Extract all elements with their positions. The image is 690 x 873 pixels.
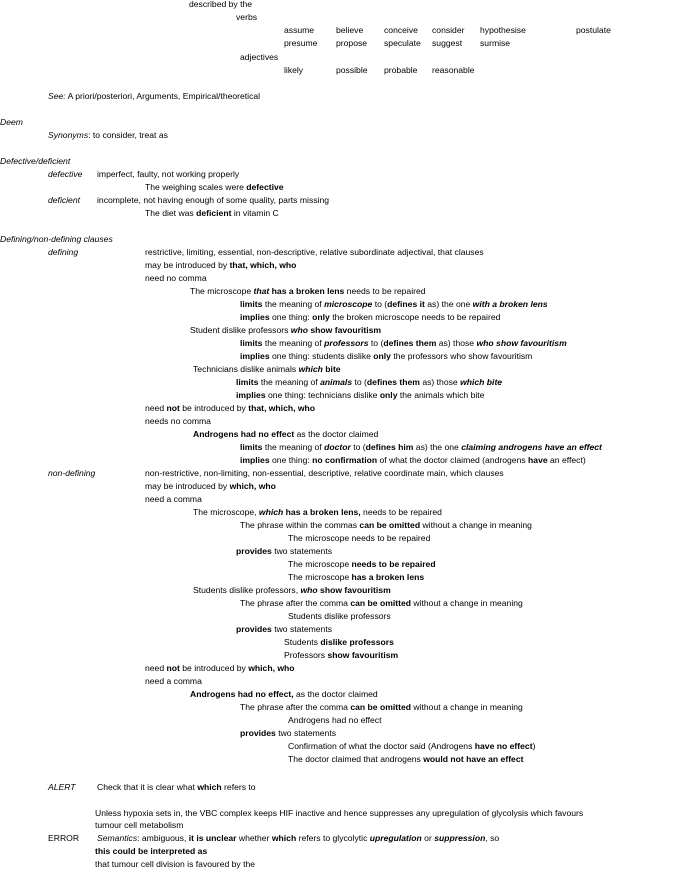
alert-example-line-1: Unless hypoxia sets in, the VBC complex keeps HIF inactive and hence suppresses any upregulation of glycolysis which favours: [95, 808, 584, 818]
defining-introduced: may be introduced by that, which, who: [145, 260, 297, 270]
defining-heading: Defining/non-defining clauses: [0, 234, 113, 244]
defining-not-introduced: need not be introduced by that, which, who: [145, 403, 316, 413]
defining-example-1: The microscope that has a broken lens needs to be repaired: [190, 286, 426, 296]
deem-heading: Deem: [0, 117, 23, 127]
defining-term: defining: [48, 247, 79, 257]
verb: postulate: [576, 25, 611, 35]
deficient-definition: incomplete, not having enough of some quality, parts missing: [97, 195, 330, 205]
adjective: probable: [384, 65, 418, 75]
defining-example-4: Androgens had no effect as the doctor claimed: [193, 429, 379, 439]
verb: consider: [432, 25, 465, 35]
alert-label: ALERT: [48, 782, 76, 792]
alert-text: Check that it is clear what which refers to: [97, 782, 256, 792]
verb: conceive: [384, 25, 418, 35]
verb: suggest: [432, 38, 463, 48]
nondefining-example-2-statement-1: Students dislike professors: [284, 637, 394, 647]
defining-example-3: Technicians dislike animals which bite: [193, 364, 341, 374]
nondefining-example-2-result: Students dislike professors: [288, 611, 391, 621]
defective-term: defective: [48, 169, 83, 179]
verb: presume: [284, 38, 318, 48]
nondefining-example-3-statement-2: The doctor claimed that androgens would not have an effect: [288, 754, 524, 764]
deficient-example: The diet was deficient in vitamin C: [145, 208, 279, 218]
deem-synonyms: Synonyms: to consider, treat as: [48, 130, 168, 140]
defining-example-1-implies: implies one thing: only the broken microscope needs to be repaired: [240, 312, 501, 322]
last-line: that tumour cell division is favoured by the: [95, 859, 256, 869]
adjectives-label: adjectives: [240, 52, 279, 62]
verb: assume: [284, 25, 315, 35]
defining-needs-no-comma: needs no comma: [145, 416, 211, 426]
defective-heading: Defective/deficient: [0, 156, 71, 166]
see-also: See: A priori/posteriori, Arguments, Empirical/theoretical: [48, 91, 261, 101]
nondefining-term: non-defining: [48, 468, 96, 478]
verb: believe: [336, 25, 364, 35]
nondefining-example-1-provides: provides two statements: [236, 546, 333, 556]
interpretation-line: this could be interpreted as: [95, 846, 208, 856]
adjective: reasonable: [432, 65, 475, 75]
nondefining-example-2-provides: provides two statements: [236, 624, 333, 634]
defining-example-1-limits: limits the meaning of microscope to (defines it as) the one with a broken lens: [240, 299, 548, 309]
defining-no-comma: need no comma: [145, 273, 207, 283]
error-label: ERROR: [48, 833, 80, 843]
verb: surmise: [480, 38, 511, 48]
defining-example-2-limits: limits the meaning of professors to (defines them as) those who show favouritism: [240, 338, 567, 348]
defining-description: restrictive, limiting, essential, non-descriptive, relative subordinate adjectival, that clauses: [145, 247, 484, 257]
alert-example-line-2: tumour cell metabolism: [95, 820, 184, 830]
defining-example-3-limits: limits the meaning of animals to (defines them as) those which bite: [236, 377, 503, 387]
defective-example: The weighing scales were defective: [145, 182, 284, 192]
nondefining-example-1-result: The microscope needs to be repaired: [288, 533, 431, 543]
nondefining-example-3-provides: provides two statements: [240, 728, 337, 738]
nondefining-example-2-phrase: The phrase after the comma can be omitted without a change in meaning: [240, 598, 523, 608]
nondefining-example-3-phrase: The phrase after the comma can be omitted without a change in meaning: [240, 702, 523, 712]
nondefining-example-3-statement-1: Confirmation of what the doctor said (Androgens have no effect): [288, 741, 536, 751]
verb: propose: [336, 38, 368, 48]
defining-example-4-implies: implies one thing: no confirmation of what the doctor claimed (androgens have an effect): [240, 455, 586, 465]
semantics-line: Semantics: ambiguous, it is unclear whether which refers to glycolytic upregulation or suppression, so: [97, 833, 500, 843]
described-by-label: described by the: [189, 0, 253, 9]
nondefining-introduced: may be introduced by which, who: [145, 481, 276, 491]
nondefining-example-2: Students dislike professors, who show favouritism: [193, 585, 391, 595]
defective-definition: imperfect, faulty, not working properly: [97, 169, 240, 179]
verbs-label: verbs: [236, 12, 258, 22]
nondefining-example-2-statement-2: Professors show favouritism: [284, 650, 399, 660]
nondefining-need-comma-2: need a comma: [145, 676, 202, 686]
defining-example-3-implies: implies one thing: technicians dislike only the animals which bite: [236, 390, 485, 400]
verb: hypothesise: [480, 25, 526, 35]
adjective: possible: [336, 65, 368, 75]
deficient-term: deficient: [48, 195, 81, 205]
nondefining-example-1: The microscope, which has a broken lens, needs to be repaired: [193, 507, 442, 517]
nondefining-example-1-statement-1: The microscope needs to be repaired: [288, 559, 436, 569]
nondefining-example-3: Androgens had no effect, as the doctor claimed: [190, 689, 378, 699]
defining-example-4-limits: limits the meaning of doctor to (defines him as) the one claiming androgens have an effect: [240, 442, 602, 452]
nondefining-description: non-restrictive, non-limiting, non-essential, descriptive, relative coordinate main, which clauses: [145, 468, 504, 478]
nondefining-not-introduced: need not be introduced by which, who: [145, 663, 295, 673]
nondefining-need-comma: need a comma: [145, 494, 202, 504]
defining-example-2: Student dislike professors who show favouritism: [190, 325, 382, 335]
nondefining-example-1-phrase: The phrase within the commas can be omitted without a change in meaning: [240, 520, 532, 530]
nondefining-example-1-statement-2: The microscope has a broken lens: [288, 572, 425, 582]
defining-example-2-implies: implies one thing: students dislike only the professors who show favouritism: [240, 351, 533, 361]
adjective: likely: [284, 65, 304, 75]
nondefining-example-3-result: Androgens had no effect: [288, 715, 382, 725]
verb: speculate: [384, 38, 421, 48]
